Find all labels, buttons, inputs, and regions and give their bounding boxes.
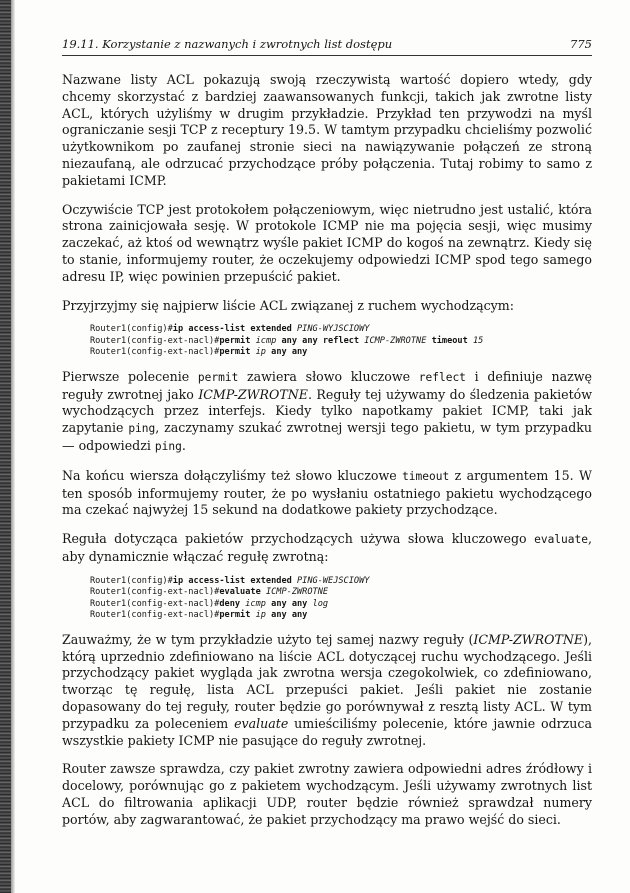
page-shadow — [11, 0, 15, 893]
page-number: 775 — [570, 37, 592, 51]
code-line: Router1(config)#ip access-list extended PING-WEJSCIOWY — [90, 575, 370, 586]
code-line: Router1(config-ext-nacl)#permit ip any any — [90, 347, 308, 358]
paragraph-6: Reguła dotycząca pakietów przychodzących używa słowa kluczowego evaluate, aby dynamicznie włączać regułę zwrotną: — [62, 531, 592, 565]
code-line: Router1(config)#ip access-list extended PING-WYJSCIOWY — [90, 324, 370, 335]
paragraph-7: Zauważmy, że w tym przykładzie użyto tej samej nazwy reguły (ICMP-ZWROTNE), którą uprzednio zdefiniowano na liście ACL dotyczącej ruchu wychodzącego. Jeśli przychodzący pakiet wygląda jak zwrotna wersja czegokolwiek, co zdefiniowano, tworząc tę regułę, lista ACL przepuści pakiet. Jeśli pakiet nie zostanie dopasowany do tej reguły, router będzie go porównywał z resztą listy ACL. W tym przypadku za poleceniem evaluate umieściliśmy polecenie, które jawnie odrzuca wszystkie pakiety ICMP nie pasujące do reguły zwrotnej. — [62, 631, 592, 748]
code-line: Router1(config-ext-nacl)#deny icmp any any log — [90, 598, 329, 609]
paragraph-3: Przyjrzyjmy się najpierw liście ACL związanej z ruchem wychodzącym: — [62, 297, 514, 313]
book-binding-edge — [0, 0, 11, 893]
code-line: Router1(config-ext-nacl)#evaluate ICMP-ZWROTNE — [90, 587, 329, 598]
paragraph-5: Na końcu wiersza dołączyliśmy też słowo kluczowe timeout z argumentem 15. W ten sposób informujemy router, że po wysłaniu ostatniego pakietu wychodzącego ma czekać najwyżej 15 sekund na dodatkowe pakiety przychodzące. — [62, 467, 592, 518]
paragraph-4: Pierwsze polecenie permit zawiera słowo kluczowe reflect i definiuje nazwę reguły zwrotnej jako ICMP-ZWROTNE. Reguły tej używamy do śledzenia pakietów wychodzących przez interfejs. Kiedy tylko napotkamy pakiet ICMP, taki jak zapytanie ping, zaczynamy szukać zwrotnej wersji tego pakietu, w tym przypadku — odpowiedzi ping. — [62, 368, 593, 454]
code-line: Router1(config-ext-nacl)#permit icmp any any reflect ICMP-ZWROTNE timeout 15 — [90, 335, 484, 346]
code-listing-inbound — [90, 576, 592, 622]
paragraph-8: Router zawsze sprawdza, czy pakiet zwrotny zawiera odpowiedni adres źródłowy i docelowy, porównując go z pakietem wychodzącym. Jeśli używamy zwrotnych list ACL do filtrowania aplikacji UDP, router będzie również sprawdzał numery portów, aby zagwarantować, że pakiet przychodzący ma prawo wejść do sieci. — [62, 761, 592, 827]
chapter-title: 19.11. Korzystanie z nazwanych i zwrotnych list dostępu — [62, 37, 393, 51]
paragraph-1: Nazwane listy ACL pokazują swoją rzeczywistą wartość dopiero wtedy, gdy chcemy skorzystać z bardziej zaawansowanych funkcji, takich jak zwrotne listy ACL, których użyliśmy w drugim przykładzie. Przykład ten przywodzi na myśl ograniczanie sesji TCP z receptury 19.5. W tamtym przypadku chcieliśmy pozwolić użytkownikom po zaufanej stronie sieci na nawiązywanie połączeń ze stroną niezaufaną, ale odrzucać przychodzące próby połączenia. Tutaj robimy to samo z pakietami ICMP. — [62, 72, 592, 188]
paragraph-2: Oczywiście TCP jest protokołem połączeniowym, więc nietrudno jest ustalić, która strona zainicjowała sesję. W protokole ICMP nie ma pojęcia sesji, więc musimy zaczekać, aż ktoś od wewnątrz wyśle pakiet ICMP do kogoś na zewnątrz. Kiedy się to stanie, informujemy router, że oczekujemy odpowiedzi ICMP spod tego samego adresu IP, więc powinien przepuścić pakiet. — [62, 201, 592, 284]
code-line: Router1(config-ext-nacl)#permit ip any any — [90, 610, 308, 621]
running-header — [62, 37, 592, 56]
book-page — [62, 37, 592, 829]
code-listing-outbound — [90, 324, 592, 359]
